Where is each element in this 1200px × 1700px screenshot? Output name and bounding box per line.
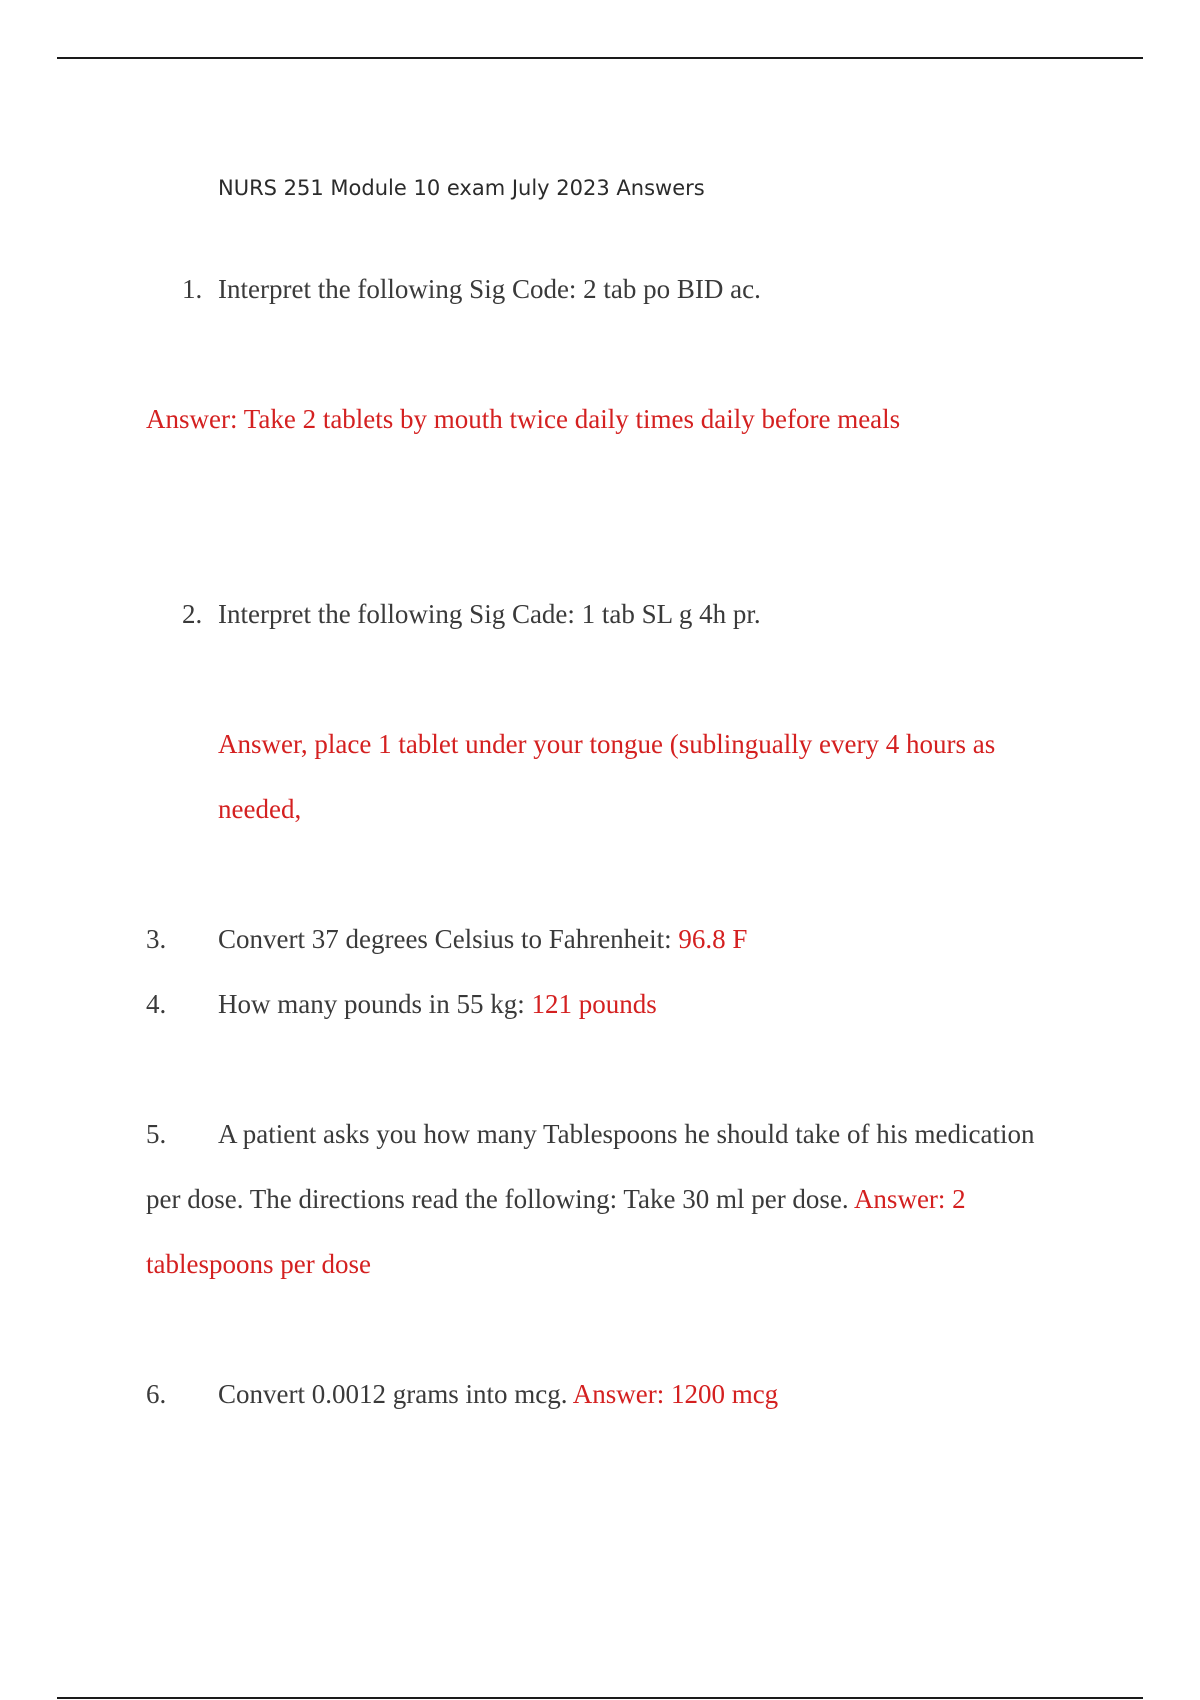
question-6-answer: Answer: 1200 mcg: [572, 1379, 779, 1409]
question-6-row: [218, 1381, 778, 1408]
question-4-text: How many pounds in 55 kg:: [218, 989, 532, 1019]
question-4-answer: 121 pounds: [531, 989, 657, 1019]
question-4-number: 4.: [146, 989, 167, 1019]
question-5-number: 5.: [146, 1119, 167, 1149]
question-2-text: Interpret the following Sig Cade: 1 tab SL g 4h pr.: [218, 599, 761, 629]
question-3-text: Convert 37 degrees Celsius to Fahrenheit:: [218, 924, 679, 954]
question-2-number: 2.: [182, 599, 203, 629]
question-1-answer: Answer: Take 2 tablets by mouth twice daily times daily before meals: [146, 404, 901, 434]
question-2-answer-line-1: Answer, place 1 tablet under your tongue (sublingually every 4 hours as: [218, 729, 996, 759]
question-1-text: Interpret the following Sig Code: 2 tab po BID ac.: [218, 274, 761, 304]
top-rule: [57, 57, 1143, 59]
question-5-text-line-1: A patient asks you how many Tablespoons he should take of his medication: [218, 1119, 1035, 1149]
question-2-answer-line-2: needed,: [218, 794, 302, 824]
question-5-answer-line-3: tablespoons per dose: [146, 1249, 371, 1279]
question-3-answer: 96.8 F: [678, 924, 748, 954]
bottom-rule: [57, 1697, 1143, 1699]
question-3-row: [218, 926, 747, 953]
question-5-text-line-2: per dose. The directions read the following: Take 30 ml per dose.: [146, 1184, 854, 1214]
question-3-number: 3.: [146, 924, 167, 954]
question-5-row-2: [146, 1186, 966, 1213]
question-1-number: 1.: [182, 274, 203, 304]
question-6-text: Convert 0.0012 grams into mcg.: [218, 1379, 573, 1409]
question-5-answer-line-2: Answer: 2: [853, 1184, 966, 1214]
document-title: NURS 251 Module 10 exam July 2023 Answers: [218, 176, 705, 200]
question-6-number: 6.: [146, 1379, 167, 1409]
question-4-row: [218, 991, 657, 1018]
